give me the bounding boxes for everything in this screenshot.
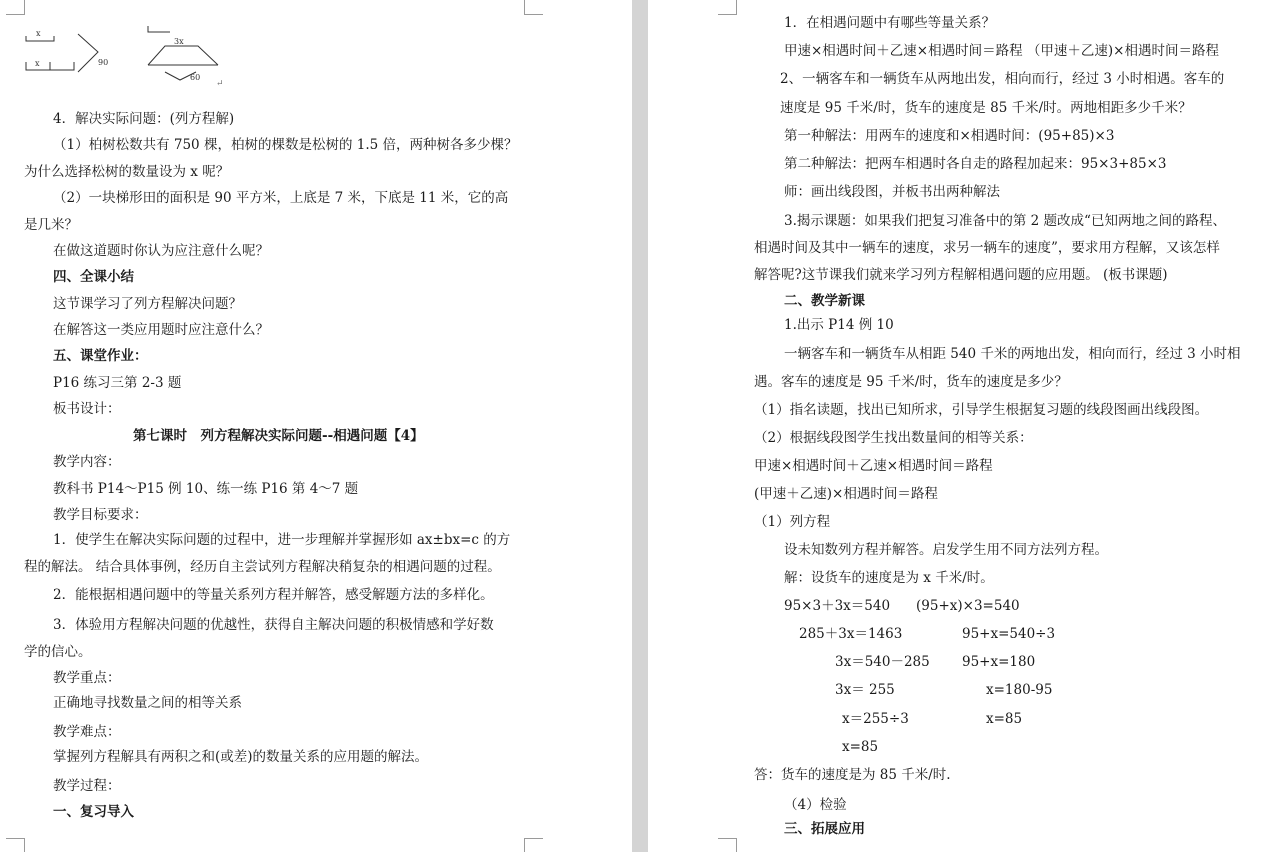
text-line: 教学难点： xyxy=(53,724,121,740)
text-line: 4．解决实际问题：(列方程解) xyxy=(53,111,235,127)
text-line: 正确地寻找数量之间的相等关系 xyxy=(53,695,242,711)
text-line: 板书设计： xyxy=(53,401,121,417)
lesson-title: 第七课时 列方程解决实际问题--相遇问题【4】 xyxy=(133,428,424,444)
text-line: 在做这道题时你认为应注意什么呢？ xyxy=(53,243,269,259)
text-line: 相遇时间及其中一辆车的速度，求另一辆车的速度”，要求用方程解，又该怎样 xyxy=(754,240,1220,256)
text-line: 第一种解法：用两车的速度和×相遇时间：(95+85)×3 xyxy=(784,128,1115,144)
paragraph-mark: ↵ xyxy=(216,79,224,89)
text-line: 一辆客车和一辆货车从相距 540 千米的两地出发，相向而行，经过 3 小时相 xyxy=(784,346,1241,362)
diagram-label: x xyxy=(36,29,41,38)
text-line: （1）指名读题，找出已知所求，引导学生根据复习题的线段图画出线段图。 xyxy=(754,402,1209,418)
crop-mark xyxy=(718,838,737,852)
equation-line: 3x＝540－285 xyxy=(835,654,930,670)
equation-line: x＝255÷3 xyxy=(842,711,909,727)
equation-line: x=85 xyxy=(986,711,1023,727)
equation-line: x=85 xyxy=(842,739,879,755)
text-line: 3．体验用方程解决问题的优越性，获得自主解决问题的积极情感和学好数 xyxy=(53,617,494,633)
text-line: （1）柏树松数共有 750 棵，柏树的棵数是松树的 1.5 倍，两种树各多少棵？ xyxy=(53,137,518,153)
diagram-label: 3x xyxy=(174,37,184,46)
equation-line: 95+x=180 xyxy=(962,654,1036,670)
text-line: 答：货车的速度是为 85 千米/时. xyxy=(754,767,951,783)
text-line: 解答呢?这节课我们就来学习列方程解相遇问题的应用题。 (板书课题) xyxy=(754,267,1168,283)
text-line: 甲速×相遇时间＋乙速×相遇时间＝路程 （甲速＋乙速)×相遇时间＝路程 xyxy=(784,43,1219,59)
text-line: 甲速×相遇时间＋乙速×相遇时间＝路程 xyxy=(754,458,993,474)
diagram-label: 90 xyxy=(98,58,109,67)
text-line: 遇。客车的速度是 95 千米/时，货车的速度是多少？ xyxy=(754,374,1068,390)
section-heading: 一、复习导入 xyxy=(53,804,134,820)
diagram-label: x xyxy=(35,59,40,68)
text-line: 2．能根据相遇问题中的等量关系列方程并解答，感受解题方法的多样化。 xyxy=(53,587,494,603)
text-line: 教科书 P14～P15 例 10、练一练 P16 第 4～7 题 xyxy=(53,481,359,497)
crop-mark xyxy=(6,838,25,852)
text-line: 学的信心。 xyxy=(24,644,92,660)
text-line: 教学内容： xyxy=(53,454,121,470)
text-line: 1．在相遇问题中有哪些等量关系？ xyxy=(784,15,996,31)
text-line: 在解答这一类应用题时应注意什么？ xyxy=(53,322,269,338)
section-heading: 五、课堂作业： xyxy=(53,348,148,364)
text-line: (甲速＋乙速)×相遇时间＝路程 xyxy=(754,486,938,502)
crop-mark xyxy=(524,838,543,852)
text-line: 速度是 95 千米/时，货车的速度是 85 千米/时。两地相距多少千米？ xyxy=(780,100,1192,116)
document-page-right xyxy=(648,0,1278,852)
text-line: 解：设货车的速度是为 x 千米/时。 xyxy=(784,570,994,586)
equation-line: 3x＝ 255 xyxy=(835,682,895,698)
document-page-left xyxy=(0,0,632,852)
diagram-label: 60 xyxy=(190,73,201,82)
crop-mark xyxy=(718,0,737,15)
text-line: 教学重点： xyxy=(53,670,121,686)
text-line: 这节课学习了列方程解决问题？ xyxy=(53,296,242,312)
text-line: 教学目标要求： xyxy=(53,507,148,523)
text-line: （4）检验 xyxy=(784,797,847,813)
section-heading: 三、拓展应用 xyxy=(784,821,865,837)
equation-line: 285＋3x＝1463 xyxy=(799,626,903,642)
text-line: 程的解法。 结合具体事例，经历自主尝试列方程解决稍复杂的相遇问题的过程。 xyxy=(24,559,501,575)
text-line: 第二种解法：把两车相遇时各自走的路程加起来：95×3+85×3 xyxy=(784,156,1167,172)
text-line: （2）一块梯形田的面积是 90 平方米，上底是 7 米，下底是 11 米，它的高 xyxy=(53,190,509,206)
text-line: 设未知数列方程并解答。启发学生用不同方法列方程。 xyxy=(784,542,1108,558)
text-line: 2、一辆客车和一辆货车从两地出发，相向而行，经过 3 小时相遇。客车的 xyxy=(780,71,1225,87)
section-heading: 二、教学新课 xyxy=(784,293,865,309)
text-line: （2）根据线段图学生找出数量间的相等关系： xyxy=(754,430,1033,446)
page-gutter xyxy=(632,0,648,852)
equation-line: 95×3＋3x＝540 xyxy=(784,598,891,614)
text-line: 3.揭示课题：如果我们把复习准备中的第 2 题改成“已知两地之间的路程、 xyxy=(784,213,1226,229)
line-segment-diagram xyxy=(20,10,235,90)
text-line: 掌握列方程解具有两积之和(或差)的数量关系的应用题的解法。 xyxy=(53,749,429,765)
text-line: 1．使学生在解决实际问题的过程中，进一步理解并掌握形如 ax±bx=c 的方 xyxy=(53,532,511,548)
text-line: （1）列方程 xyxy=(754,514,831,530)
text-line: 为什么选择松树的数量设为 x 呢？ xyxy=(24,164,230,180)
text-line: 1.出示 P14 例 10 xyxy=(784,317,894,333)
text-line: 师：画出线段图，并板书出两种解法 xyxy=(784,184,1000,200)
section-heading: 四、全课小结 xyxy=(53,269,134,285)
equation-line: (95+x)×3=540 xyxy=(916,598,1020,614)
text-line: 是几米？ xyxy=(24,217,78,233)
text-line: 教学过程： xyxy=(53,778,121,794)
text-line: P16 练习三第 2-3 题 xyxy=(53,375,182,391)
equation-line: x=180-95 xyxy=(986,682,1053,698)
equation-line: 95+x=540÷3 xyxy=(962,626,1056,642)
crop-mark xyxy=(524,0,543,15)
